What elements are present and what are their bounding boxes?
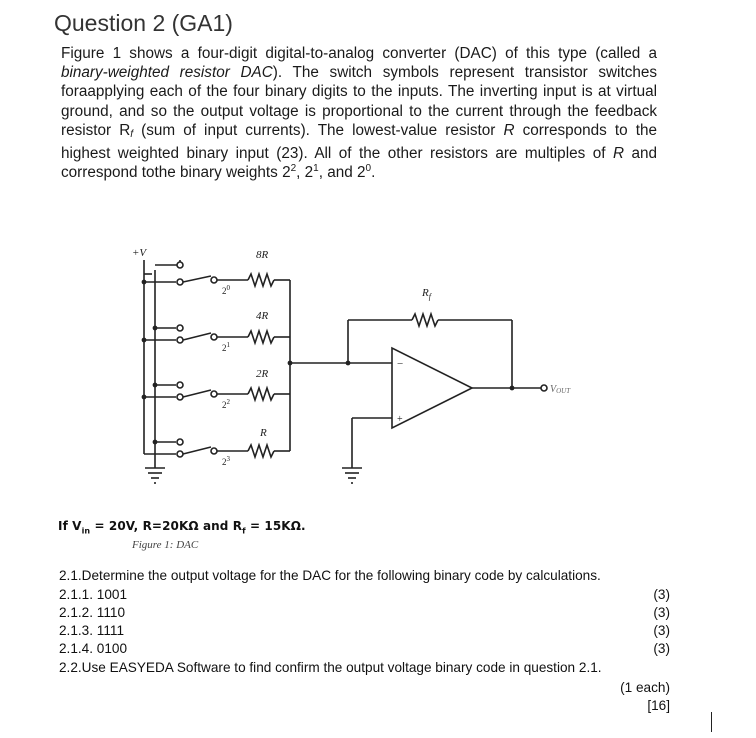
resistor-label-8r: 8R <box>256 249 269 261</box>
op-amp <box>392 348 472 428</box>
mark-each: (1 each) <box>620 680 670 695</box>
question-2-1-1: 2.1.1. 1001 <box>59 587 128 602</box>
text-cursor <box>711 712 712 732</box>
total-marks: [16] <box>647 698 670 713</box>
mark-2-1-4: (3) <box>653 641 670 656</box>
dac-circuit-diagram <box>130 240 610 500</box>
resistor-2r <box>248 388 274 400</box>
intro-paragraph: Figure 1 shows a four-digit digital-to-analog converter (DAC) of this type (called a binary-weighted resistor DAC). The switch symbols represent transistor switches foraapplying each of the four binary digits to the inputs. The inverting input is at virtual ground, and so the output voltage is proportional to the current through the feedback resistor $R_f$ (sum of input currents). The lowest-value resistor R corresponds to the highest weighted binary input (23). All of the other resistors are multiples of R and correspond tothe binary weights $2^2$, $2^1$, and $2^0$. <box>61 45 658 182</box>
inverting-input-sign: − <box>397 358 404 370</box>
bit-label-0: $2^0$ <box>222 284 230 296</box>
question-2-1-4: 2.1.4. 0100 <box>59 641 128 656</box>
question-2-1: 2.1.Determine the output voltage for the DAC for the following binary code by calculations. <box>59 568 601 583</box>
mark-2-1-1: (3) <box>653 587 670 602</box>
bit-label-1: $2^1$ <box>222 341 230 353</box>
switch-array <box>177 262 217 457</box>
noninverting-input-sign: + <box>397 414 403 425</box>
resistor-4r <box>248 331 274 343</box>
resistor-r <box>248 445 274 457</box>
feedback-label: $R_f$ <box>422 287 431 301</box>
resistor-label-4r: 4R <box>256 310 269 322</box>
resistor-8r <box>248 274 274 286</box>
output-label: VOUT <box>550 384 571 395</box>
feedback-resistor <box>412 314 438 326</box>
mark-2-1-3: (3) <box>653 623 670 638</box>
bit-label-3: $2^3$ <box>222 455 230 467</box>
figure-caption: Figure 1: DAC <box>132 539 199 551</box>
question-2-2: 2.2.Use EASYEDA Software to find confirm the output voltage binary code in question 2.1. <box>59 660 602 675</box>
question-2-1-3: 2.1.3. 1111 <box>59 623 125 638</box>
bit-label-2: $2^2$ <box>222 398 230 410</box>
given-values: If $V_{in} = 20V$, R=20KΩ and $R_f = 15K\Omega$. <box>58 519 306 536</box>
mark-2-1-2: (3) <box>653 605 670 620</box>
supply-label: +V <box>132 247 147 259</box>
resistor-label-r: R <box>260 427 267 439</box>
resistor-label-2r: 2R <box>256 368 269 380</box>
question-2-1-2: 2.1.2. 1110 <box>59 605 126 620</box>
question-heading: Question 2 (GA1) <box>54 10 233 36</box>
